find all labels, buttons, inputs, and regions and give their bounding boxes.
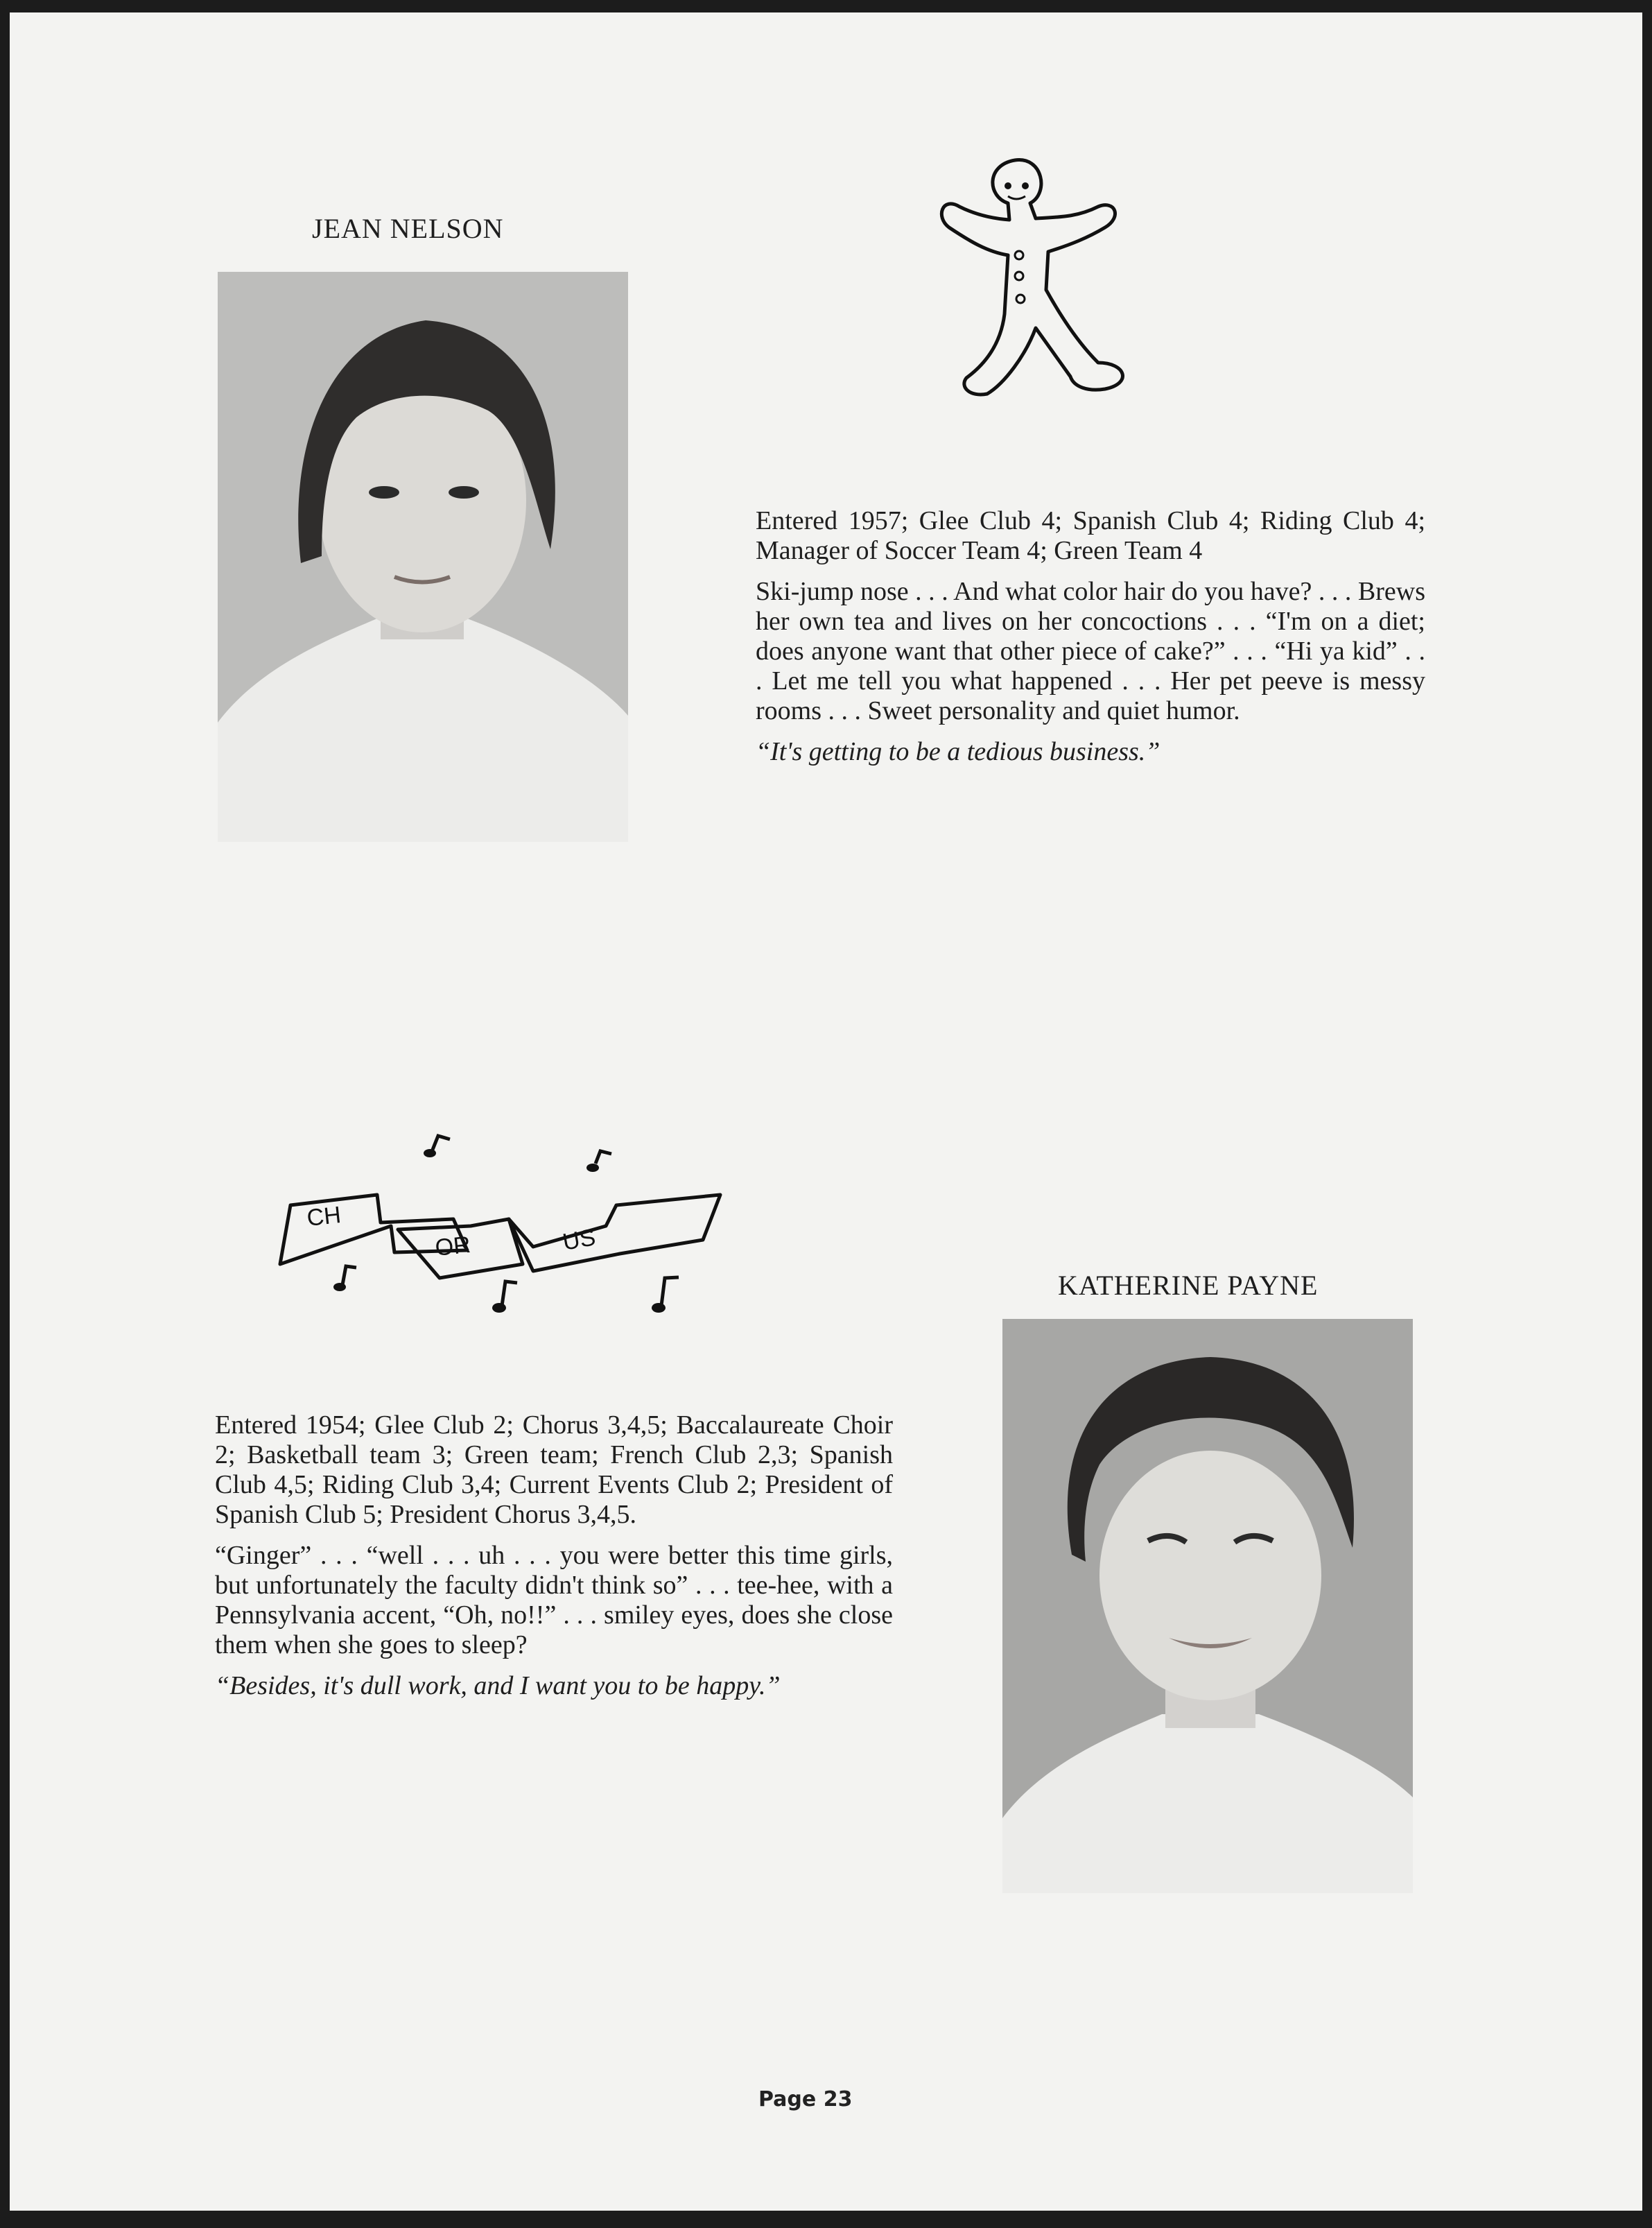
activities-text: Entered 1957; Glee Club 4; Spanish Club 4; Riding Club 4; Manager of Soccer Team 4; Green Team 4	[756, 506, 1425, 565]
page-number: Page 23	[758, 2087, 853, 2112]
quote-text: “Besides, it's dull work, and I want you to be happy.”	[215, 1671, 781, 1700]
description-text: Ski-jump nose . . . And what color hair do you have? . . . Brews her own tea and lives on her concoctions . . . “I'm on a diet; does anyone want that other piece of cake?” . . . “Hi ya kid” . . . Let me tell you what happened . . . Her pet peeve is messy rooms . . . Sweet personality and quiet humor.	[756, 577, 1425, 725]
student-name: JEAN NELSON	[312, 213, 504, 244]
description-text: “Ginger” . . . “well . . . uh . . . you were better this time girls, but unfortunately the faculty didn't think so” . . . tee-hee, with a Pennsylvania accent, “Oh, no!!” . . . smiley eyes, does she close them when she goes to sleep?	[215, 1541, 893, 1659]
student-name: KATHERINE PAYNE	[1058, 1270, 1319, 1301]
quote-text: “It's getting to be a tedious business.”	[756, 737, 1160, 766]
yearbook-page	[10, 12, 1642, 2211]
student-text-block	[215, 1410, 893, 1712]
student-text-block	[756, 506, 1425, 778]
chorus-syllable: US	[560, 1224, 598, 1256]
chorus-syllable: CH	[305, 1202, 342, 1232]
gingerbread-man-drawing	[932, 155, 1133, 404]
chorus-syllable: OR	[433, 1231, 472, 1261]
student-portrait	[218, 272, 628, 842]
student-portrait	[1002, 1319, 1413, 1893]
chorus-banner-drawing	[259, 1129, 731, 1323]
activities-text: Entered 1954; Glee Club 2; Chorus 3,4,5; Baccalaureate Choir 2; Basketball team 3; Green team; French Club 2,3; Spanish Club 4,5; Riding Club 3,4; Current Events Club 2; President of Spanish Club 5; President Chorus 3,4,5.	[215, 1410, 893, 1529]
